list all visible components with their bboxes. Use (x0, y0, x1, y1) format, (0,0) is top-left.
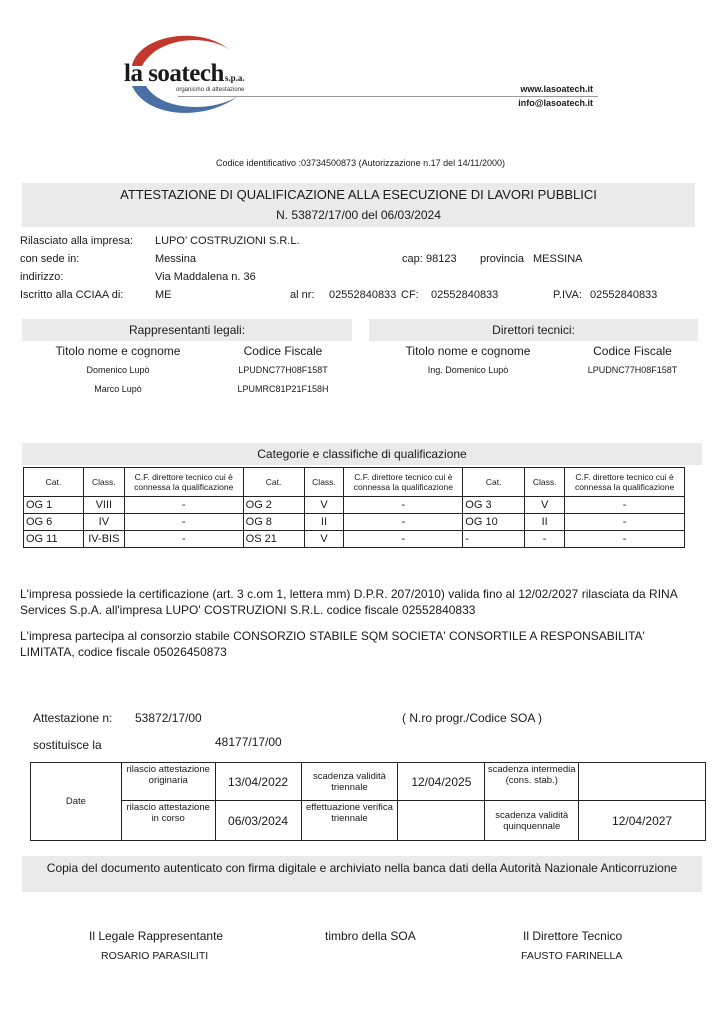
seat-value: Messina (155, 253, 196, 265)
piva-label: P.IVA: (553, 289, 582, 301)
page-title: ATTESTAZIONE DI QUALIFICAZIONE ALLA ESECUZIONE DI LAVORI PUBBLICI (120, 187, 597, 202)
legal-rep-cf: LPUDNC77H08F158T (238, 365, 328, 375)
categories-header-row (24, 468, 685, 497)
col-cat: Cat. (24, 468, 84, 497)
col-cat: Cat. (463, 468, 525, 497)
class-cell: IV (83, 514, 124, 531)
website: www.lasoatech.it (520, 84, 593, 94)
class-cell: V (304, 531, 344, 548)
cat-cell: OG 11 (24, 531, 84, 548)
col-class: Class. (304, 468, 344, 497)
categories-table (23, 467, 685, 548)
dates-table (30, 762, 706, 841)
certification-note: L'impresa possiede la certificazione (art. 3 c.om 1, lettera mm) D.P.R. 207/2010) valida fino al 12/02/2027 rilasciata da RINA Services S.p.A. all'impresa LUPO' COSTRUZIONI S.R.L. codice fiscale 02552840833 (20, 587, 678, 617)
progr-label: ( N.ro progr./Codice SOA ) (402, 711, 543, 725)
province-label: provincia (480, 253, 525, 265)
class-cell: - (525, 531, 565, 548)
tri-label: scadenza validità triennale (301, 763, 398, 801)
email: info@lasoatech.it (518, 98, 593, 108)
logo-suffix: s.p.a. (224, 73, 245, 83)
legal-rep-name: Domenico Lupò (86, 365, 150, 375)
attestation-n-label: Attestazione n: (33, 711, 113, 725)
legal-rep-cf: LPUMRC81P21F158H (237, 384, 329, 394)
col-cat: Cat. (243, 468, 304, 497)
cap-value: 98123 (426, 253, 457, 265)
quin-label: scadenza validità quinquennale (485, 801, 579, 841)
class-cell: II (525, 514, 565, 531)
tech-dir-label: Il Direttore Tecnico (523, 929, 623, 943)
table-row (24, 514, 685, 531)
cat-cell: OG 3 (463, 497, 525, 514)
legal-reps-col-name: Titolo nome e cognome (55, 344, 181, 358)
quin-value: 12/04/2027 (579, 801, 706, 841)
cf-cell: - (124, 531, 243, 548)
class-cell: VIII (83, 497, 124, 514)
attestation-n-value: 53872/17/00 (135, 711, 202, 725)
cf-cell: - (124, 497, 243, 514)
col-cf: C.F. direttore tecnico cui è connessa la qualificazione (344, 468, 463, 497)
current-value: 06/03/2024 (215, 801, 301, 841)
copy-note: Copia del documento autenticato con firma digitale e archiviato nella banca dati della Autorità Nazionale Anticorruzione (22, 856, 702, 892)
tech-directors-col-name: Titolo nome e cognome (405, 344, 531, 358)
class-cell: V (525, 497, 565, 514)
issued-label: Rilasciato alla impresa: (20, 235, 134, 247)
verify-label: effettuazione verifica triennale (301, 801, 398, 841)
cf-cell: - (565, 531, 685, 548)
cf-cell: - (565, 514, 685, 531)
dates-label: Date (31, 763, 122, 841)
cf-cell: - (565, 497, 685, 514)
cat-cell: OG 1 (24, 497, 84, 514)
cat-cell: OG 10 (463, 514, 525, 531)
current-label: rilascio attestazione in corso (121, 801, 215, 841)
cf-value: 02552840833 (431, 289, 499, 301)
col-class: Class. (525, 468, 565, 497)
table-row (24, 497, 685, 514)
replaces-value: 48177/17/00 (215, 735, 282, 749)
seat-label: con sede in: (20, 253, 80, 265)
legal-rep-name: Marco Lupò (94, 384, 142, 394)
nr-value: 02552840833 (329, 289, 397, 301)
cf-cell: - (124, 514, 243, 531)
table-row (24, 531, 685, 548)
piva-value: 02552840833 (590, 289, 658, 301)
mid-label: scadenza intermedia (cons. stab.) (485, 763, 579, 801)
cat-cell: OG 6 (24, 514, 84, 531)
consortium-note: L'impresa partecipa al consorzio stabile CONSORZIO STABILE SQM SOCIETA' CONSORTILE A RESPONSABILITA' LIMITATA, codice fiscale 05026450873 (20, 629, 645, 659)
replaces-label: sostituisce la (33, 738, 102, 752)
nr-label: al nr: (290, 289, 315, 301)
col-cf: C.F. direttore tecnico cui è connessa la qualificazione (565, 468, 685, 497)
categories-heading: Categorie e classifiche di qualificazione (22, 443, 702, 465)
logo-underline (178, 96, 598, 97)
province-value: MESSINA (533, 253, 583, 265)
identifier-line: Codice identificativo :03734500873 (Autorizzazione n.17 del 14/11/2000) (215, 158, 506, 168)
class-cell: IV-BIS (83, 531, 124, 548)
class-cell: II (304, 514, 344, 531)
col-class: Class. (83, 468, 124, 497)
cat-cell: OG 8 (243, 514, 304, 531)
logo-tagline: organismo di attestazione (176, 87, 245, 93)
tech-dir-name: FAUSTO FARINELLA (521, 950, 623, 962)
legal-rep-label: Il Legale Rappresentante (89, 929, 224, 943)
tri-value: 12/04/2025 (398, 763, 485, 801)
verify-value (398, 801, 485, 841)
cat-cell: - (463, 531, 525, 548)
legal-rep-name: ROSARIO PARASILITI (101, 950, 209, 962)
logo (118, 28, 258, 118)
cciaa-label: Iscritto alla CCIAA di: (20, 289, 124, 301)
tech-directors-col-cf: Codice Fiscale (593, 344, 672, 358)
cciaa-value: ME (155, 289, 172, 301)
address-label: indirizzo: (20, 271, 64, 283)
tech-director-cf: LPUDNC77H08F158T (587, 365, 678, 375)
cf-label: CF: (401, 289, 419, 301)
cf-cell: - (344, 497, 463, 514)
address-value: Via Maddalena n. 36 (155, 271, 256, 283)
cf-cell: - (344, 514, 463, 531)
stamp-label: timbro della SOA (325, 929, 416, 943)
attestation-number: N. 53872/17/00 del 06/03/2024 (276, 208, 441, 222)
title-band (22, 183, 695, 227)
legal-reps-heading: Rappresentanti legali: (22, 319, 352, 341)
col-cf: C.F. direttore tecnico cui è connessa la qualificazione (124, 468, 243, 497)
legal-reps-col-cf: Codice Fiscale (243, 344, 323, 358)
mid-value (579, 763, 706, 801)
issued-value: LUPO' COSTRUZIONI S.R.L. (155, 235, 300, 247)
cf-cell: - (344, 531, 463, 548)
logo-text: la soatech (124, 60, 224, 87)
tech-director-name: Ing. Domenico Lupò (427, 365, 509, 375)
cat-cell: OG 2 (243, 497, 304, 514)
cat-cell: OS 21 (243, 531, 304, 548)
tech-directors-heading: Direttori tecnici: (369, 319, 698, 341)
class-cell: V (304, 497, 344, 514)
orig-label: rilascio attestazione originaria (121, 763, 215, 801)
orig-value: 13/04/2022 (215, 763, 301, 801)
cap-label: cap: (402, 253, 423, 265)
